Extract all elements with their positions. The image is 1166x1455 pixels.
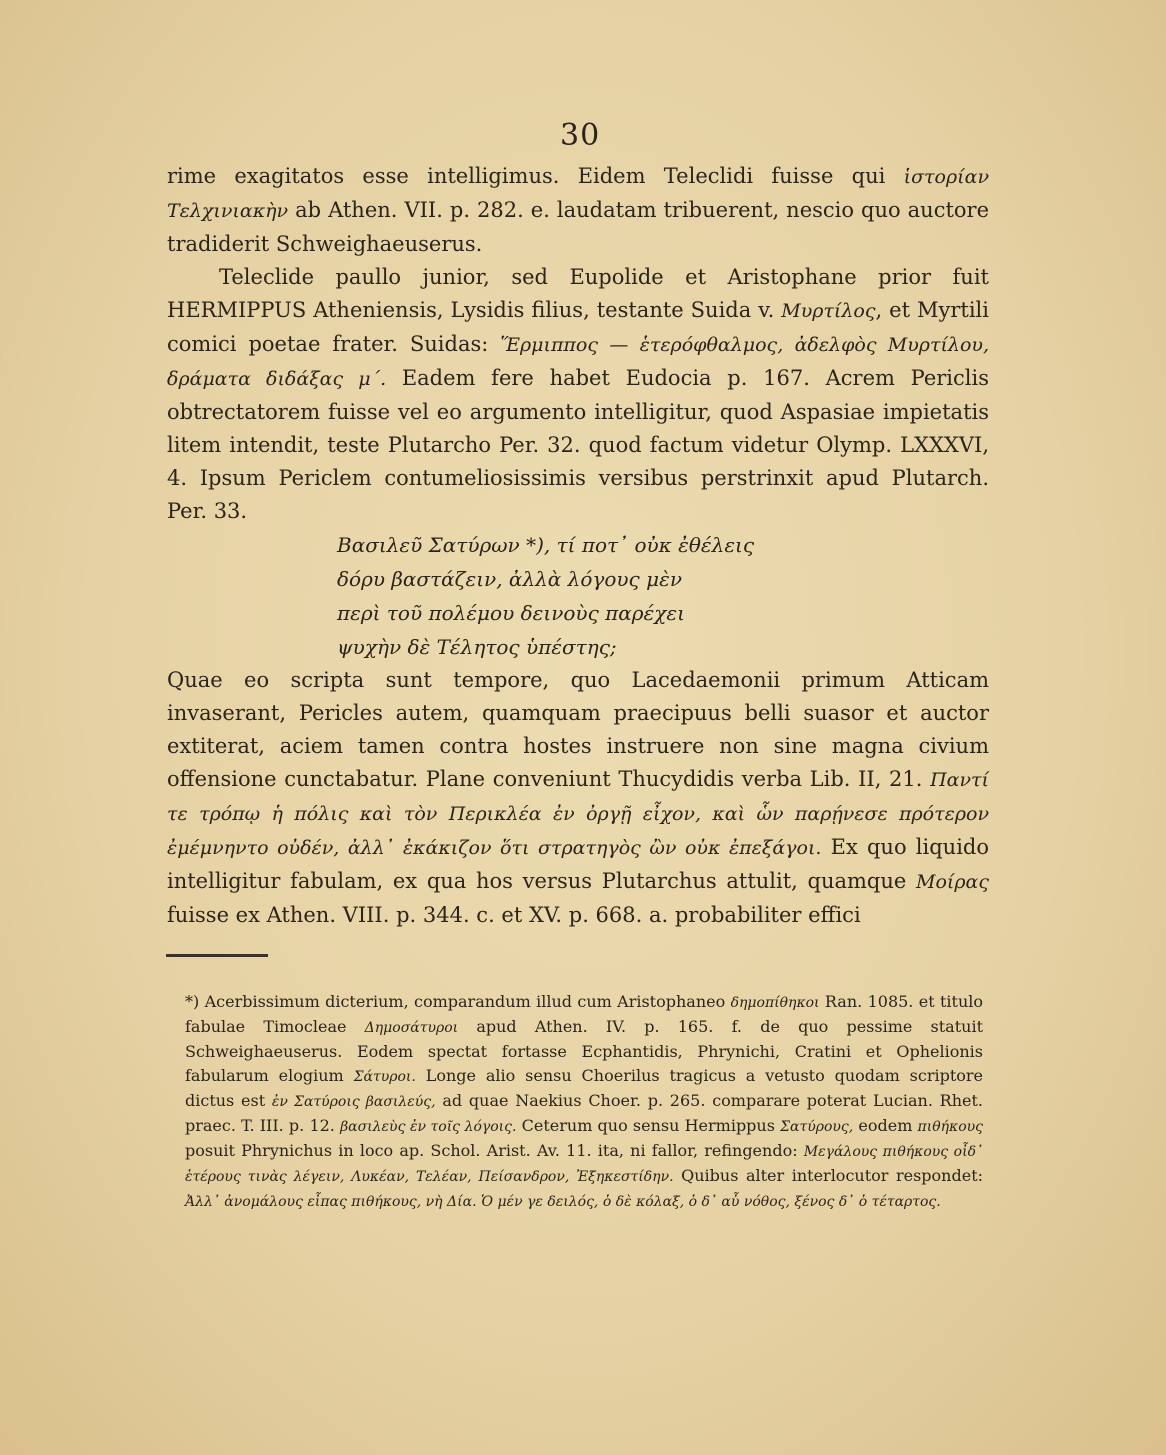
p2-text-2: Atheniensis, Lysidis filius, testante Suida v. [306, 298, 782, 322]
verse-line: Βασιλεῦ Σατύρων *), τί ποτ᾽ οὐκ ἐθέλεις [337, 533, 755, 557]
fn-text: apud Athen. IV. p. 165. f. de quo pessime statuit Schweighaeuserus. Eodem spectat fortasse Ecphantidis, Phrynichi, Cratini et Ophelionis fabularum elogium [185, 1017, 984, 1085]
page-number: 30 [560, 118, 601, 153]
fn-text: eodem [853, 1116, 918, 1135]
fn-greek: Σατύρους, [780, 1119, 854, 1135]
verse-line: περὶ τοῦ πολέμου δεινοὺς παρέχει [337, 601, 685, 625]
main-text [167, 160, 989, 932]
fn-greek: δημοπίθηκοι [730, 995, 820, 1011]
fn-text: *) Acerbissimum dicterium, comparandum illud cum Aristophaneo [185, 992, 731, 1011]
fn-text: Quibus alter interlocutor respondet: [673, 1166, 984, 1185]
paragraph-3 [167, 664, 989, 932]
p2-greek-2: Ἕρμιππος — ἑτερόφθαλμος, ἀδελφὸς Μυρτίλου, δράματα διδάξας μ΄. [167, 334, 989, 390]
p2-name: HERMIPPUS [167, 298, 307, 322]
fn-text: posuit Phrynichus in loco ap. Schol. Arist. Av. 11. ita, ni fallor, refingendo: [185, 1141, 804, 1160]
footnote-rule [166, 954, 268, 957]
p3-greek-2: Μοίρας [916, 871, 989, 893]
p2-text-3: , et Myrtili comici poetae frater. Suidas: [167, 298, 989, 356]
footnote [185, 990, 983, 1214]
fn-greek: ἐν Σατύροις βασιλεύς, [271, 1094, 436, 1110]
fn-text: Longe alio sensu Choerilus tragicus a vetusto quodam scriptore dictus est [185, 1066, 983, 1110]
verse-line: δόρυ βαστάζειν, ἀλλὰ λόγους μὲν [337, 567, 682, 591]
p2-greek-1: Μυρτίλος [781, 300, 876, 322]
p2-text-4: Eadem fere habet Eudocia p. 167. Acrem Periclis obtrectatorem fuisse vel eo argumento intelligitur, quod Aspasiae impietatis litem intendit, teste Plutarcho Per. 32. quod factum videtur Olymp. LXXXVI, 4. Ipsum Periclem contumeliosissimis versibus perstrinxit apud Plutarch. Per. 33. [167, 366, 989, 523]
p1-greek-1: ἱστορίαν Τελχινιακὴν [167, 166, 989, 222]
p3-text-3: fuisse ex Athen. VIII. p. 344. c. et XV. p. 668. a. probabiliter effici [167, 903, 861, 927]
fn-greek: πιθήκους [917, 1119, 984, 1135]
paragraph-1 [167, 160, 989, 261]
verse-line: ψυχὴν δὲ Τέλητος ὑπέστης; [337, 635, 617, 659]
fn-greek: Σάτυροι. [353, 1069, 416, 1085]
fn-greek: βασιλεὺς ἐν τοῖς λόγοις. [340, 1119, 517, 1135]
verse-block [337, 528, 989, 664]
fn-text: Ceterum quo sensu Hermippus [516, 1116, 781, 1135]
p3-greek-1: Παντί τε τρόπῳ ἡ πόλις καὶ τὸν Περικλέα ἐν ὀργῇ εἶχον, καὶ ὧν παρῄνεσε πρότερον ἐμέμνηντο οὐδέν, ἀλλ᾽ ἐκάκιζον ὅτι στρατηγὸς ὢν οὐκ ἐπεξάγοι. [167, 769, 989, 859]
paragraph-2 [167, 261, 989, 528]
fn-greek: Μεγάλους πιθήκους οἶδ᾽ ἑτέρους τινὰς λέγειν, Λυκέαν, Τελέαν, Πείσανδρον, Ἐξηκεστίδην. [185, 1144, 983, 1185]
fn-text: Ran. 1085. et titulo fabulae Timocleae [185, 992, 984, 1036]
fn-text: ad quae Naekius Choer. p. 265. comparare poterat Lucian. Rhet. praec. T. III. p. 12. [185, 1091, 983, 1135]
p3-text-2: Ex quo liquido intelligitur fabulam, ex qua hos versus Plutarchus attulit, quamque [167, 835, 989, 893]
p1-text-1: rime exagitatos esse intelligimus. Eidem Teleclidi fuisse qui [167, 164, 904, 188]
p2-text-1: Teleclide paullo junior, sed Eupolide et Aristophane prior fuit [219, 265, 989, 289]
p1-text-2: ab Athen. VII. p. 282. e. laudatam tribuerent, nescio quo auctore tradiderit Schweighaeuserus. [167, 198, 989, 256]
fn-greek: Δημοσάτυροι [364, 1020, 459, 1036]
p3-text-1: Quae eo scripta sunt tempore, quo Lacedaemonii primum Atticam invaserant, Pericles autem, quamquam praecipuus belli suasor et auctor extiterat, aciem tamen contra hostes instruere non sine magna civium offensione cunctabatur. Plane conveniunt Thucydidis verba Lib. II, 21. [167, 668, 989, 791]
fn-greek: Ἀλλ᾽ ἀνομάλους εἶπας πιθήκους, νὴ Δία. Ὁ μέν γε δειλός, ὁ δὲ κόλαξ, ὁ δ᾽ αὖ νόθος, ξένος δ᾽ ὁ τέταρτος. [185, 1194, 941, 1210]
